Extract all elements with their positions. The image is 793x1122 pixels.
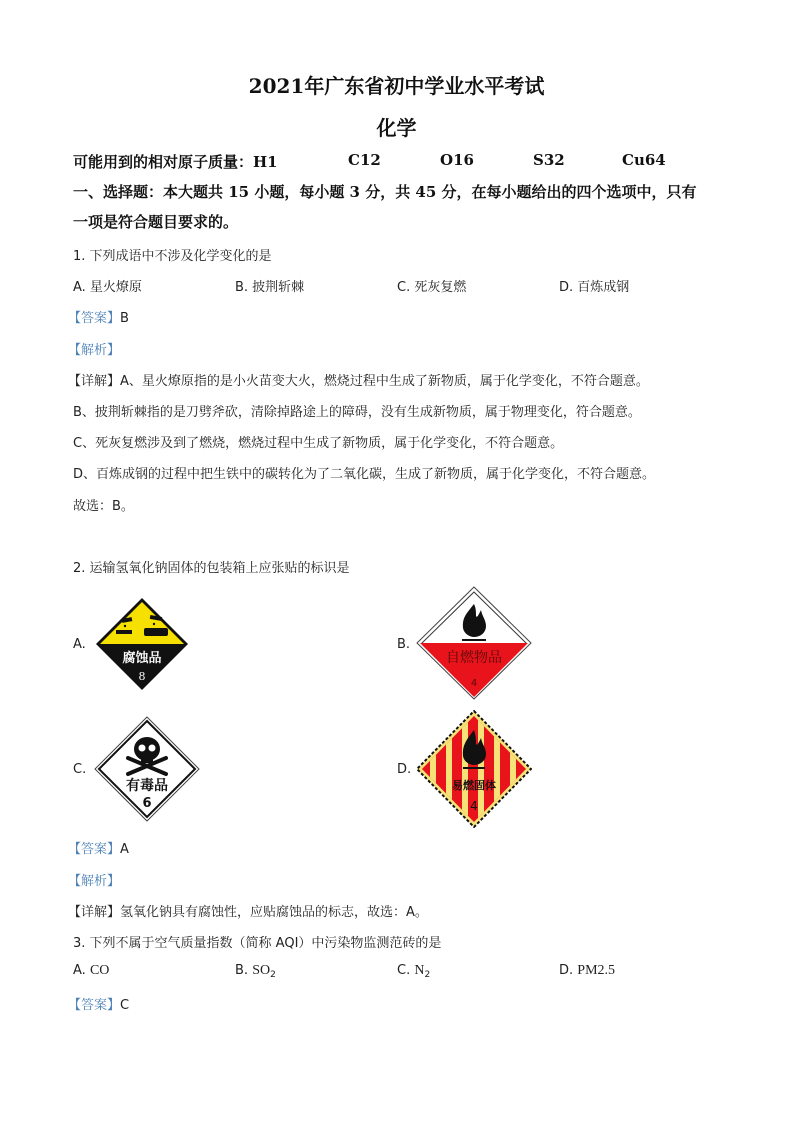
svg-text:6: 6 [142,796,152,811]
q1-option-d: D. 百炼成钢 [559,280,630,295]
subject-title: 化学 [376,116,417,140]
answer-value: B [120,311,129,326]
q2-option-b-letter: B. [397,637,411,652]
q1-detail-a: 【详解】A、星火燎原指的是小火苗变大火，燃烧过程中生成了新物质，属于化学变化，不符合题意。 [68,374,649,389]
answer-value: A [120,842,129,857]
q2-detail: 【详解】氢氧化钠具有腐蚀性，应贴腐蚀品的标志，故选：A。 [68,905,428,920]
q1-detail-c: C、死灰复燃涉及到了燃烧，燃烧过程中生成了新物质，属于化学变化，不符合题意。 [73,436,564,451]
atomic-mass-cu: Cu64 [622,151,666,169]
atomic-mass-s: S32 [533,151,565,169]
answer-label: 【答案】 [68,998,121,1013]
striped-flame-sign-icon [416,710,532,828]
skull-sign-icon [94,716,200,822]
toxic-sign [94,716,200,822]
q3-option-d: D. PM2.5 [559,963,616,978]
q2-option-c-letter: C. [73,762,87,777]
svg-text:有毒品: 有毒品 [126,778,168,794]
q3-option-b: B. $SO_2$ [235,963,276,980]
flammable-solid-sign [416,710,532,828]
corrosive-sign [94,596,190,692]
q3-answer [68,994,129,1013]
answer-label: 【答案】 [68,842,121,857]
q1-answer [68,307,129,326]
spontaneous-combustion-sign [416,586,532,700]
atomic-mass-label: 可能用到的相对原子质量：H1 [73,153,278,171]
svg-text:易燃固体: 易燃固体 [452,779,496,792]
q1-detail-b: B、披荆斩棘指的是刀劈斧砍，清除掉路途上的障碍，没有生成新物质，属于物理变化，符合题意。 [73,405,641,420]
q2-option-a-letter: A. [73,637,86,652]
q3-option-c: C. $N_2$ [397,963,431,980]
svg-text:8: 8 [138,670,146,683]
detail-label: 【详解】 [68,905,121,920]
flame-sign-icon [416,586,532,700]
answer-label: 【答案】 [68,311,121,326]
q2-stem: 2. 运输氢氧化钠固体的包装箱上应张贴的标识是 [73,561,350,576]
q1-conclusion: 故选：B。 [73,499,134,514]
q1-analysis-label: 【解析】 [68,343,121,358]
exam-title: 2021年广东省初中学业水平考试 [248,74,545,98]
q2-option-d-letter: D. [397,762,412,777]
q3-option-a: A. CO [73,963,110,978]
q1-option-c: C. 死灰复燃 [397,280,467,295]
detail-label: 【详解】 [68,374,121,389]
q3-stem: 3. 下列不属于空气质量指数（简称 AQI）中污染物监测范砖的是 [73,936,442,951]
q1-option-a: A. 星火燎原 [73,280,142,295]
atomic-mass-o: O16 [440,151,474,169]
atomic-mass-c: C12 [348,151,381,169]
answer-value: C [120,998,130,1013]
q2-answer [68,838,129,857]
svg-text:4: 4 [470,799,478,813]
q1-stem: 1. 下列成语中不涉及化学变化的是 [73,249,272,264]
section-heading-line1: 一、选择题：本大题共 15 小题，每小题 3 分，共 45 分，在每小题给出的四个选项中，只有 [73,183,697,201]
q2-analysis-label: 【解析】 [68,874,121,889]
svg-text:4: 4 [470,678,478,689]
section-heading-line2: 一项是符合题目要求的。 [73,213,239,231]
corrosive-icon [94,596,190,692]
q1-detail-d: D、百炼成钢的过程中把生铁中的碳转化为了二氧化碳，生成了新物质，属于化学变化，不符合题意。 [73,467,656,482]
q1-option-b: B. 披荆斩棘 [235,280,305,295]
svg-text:自燃物品: 自燃物品 [446,650,502,666]
svg-text:腐蚀品: 腐蚀品 [122,651,162,666]
